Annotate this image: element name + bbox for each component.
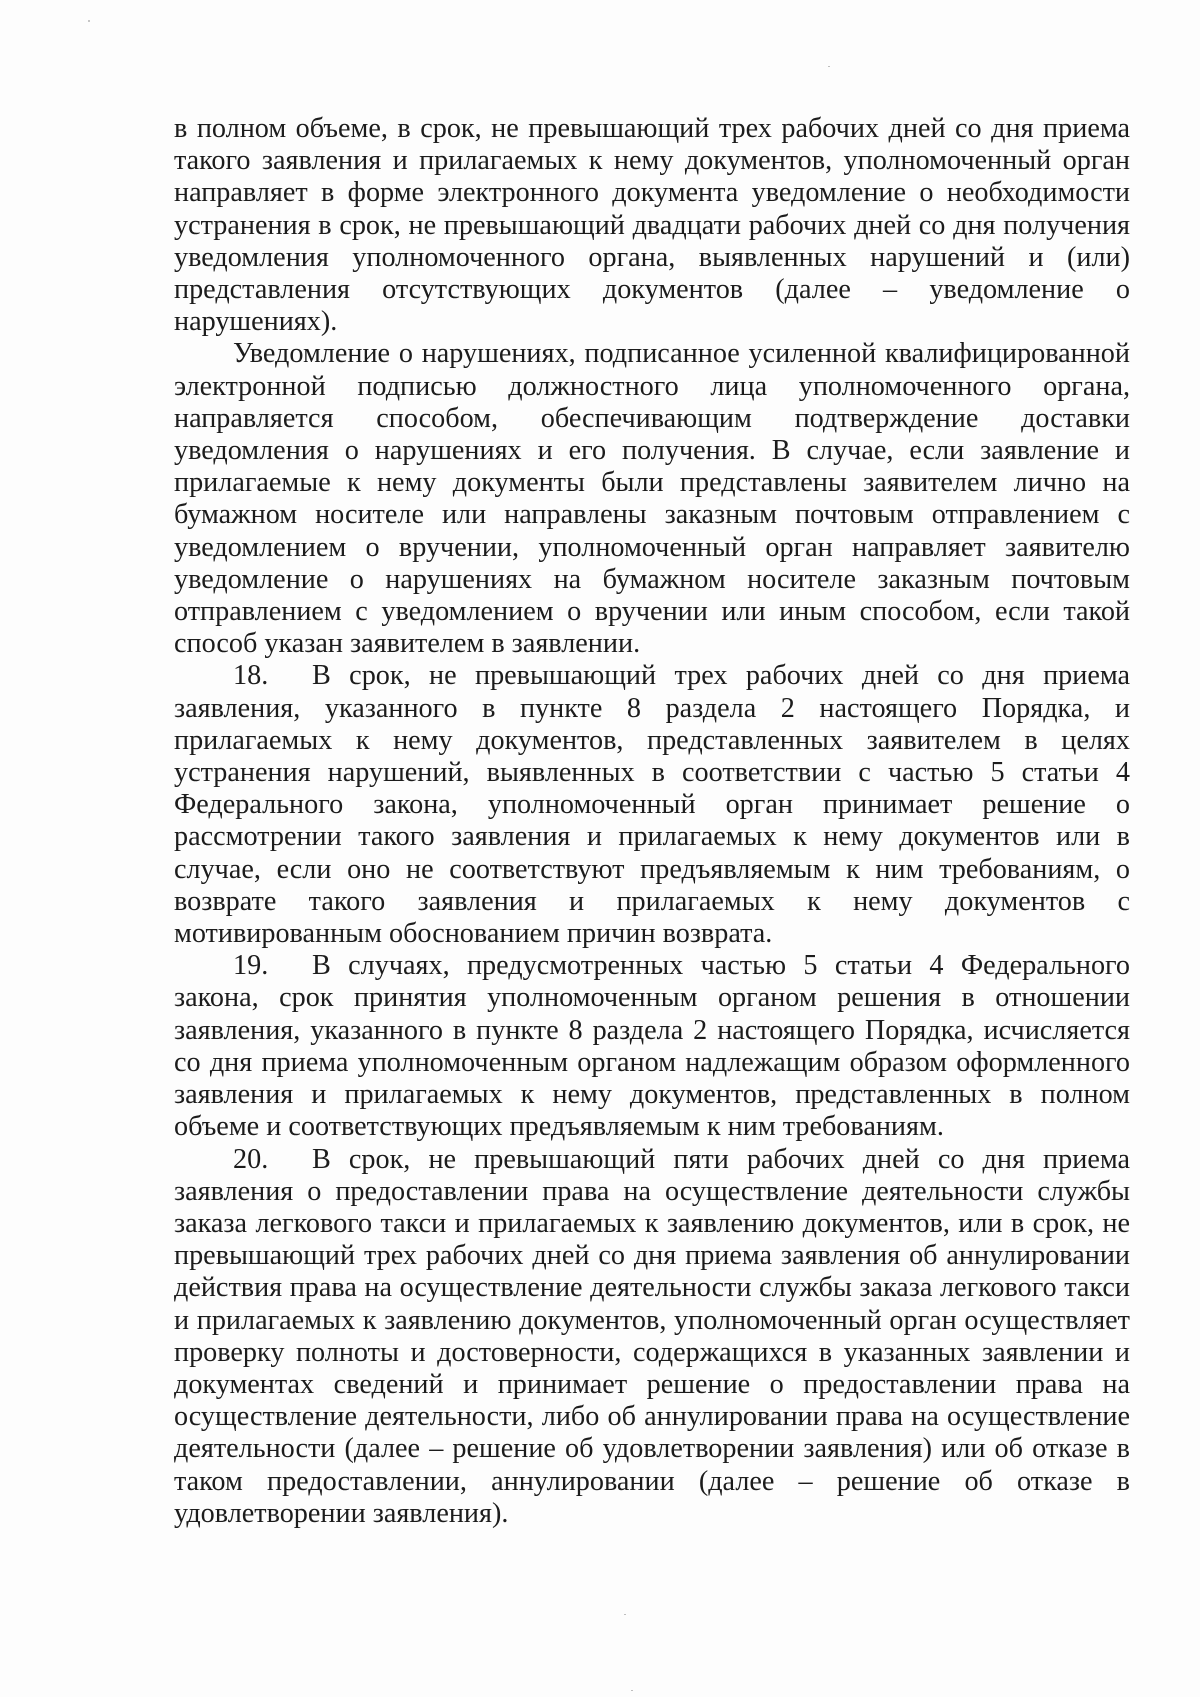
paragraph-notice: Уведомление о нарушениях, подписанное усиленной квалифицированной электронной подписью должностного лица уполномоченного органа, направляется способом, обеспечивающим подтверждение доставки уведомления о нарушениях и его получения. В случае, если заявление и прилагаемые к нему документы были представлены заявителем лично на бумажном носителе или направлены заказным почтовым отправлением с уведомлением о вручении, уполномоченный орган направляет заявителю уведомление о нарушениях на бумажном носителе заказным почтовым отправлением с уведомлением о вручении или иным способом, если такой способ указан заявителем в заявлении. xyxy=(174,338,1130,660)
item-text: В случаях, предусмотренных частью 5 статьи 4 Федерального закона, срок принятия уполномоченным органом решения в отношении заявления, указанного в пункте 8 раздела 2 настоящего Порядка, исчисляется со дня приема уполномоченным органом надлежащим образом оформленного заявления и прилагаемых к нему документов, представленных в полном объеме и соответствующих предъявляемым к ним требованиям. xyxy=(174,950,1130,1143)
paragraph-intro: в полном объеме, в срок, не превышающий трех рабочих дней со дня приема такого заявления и прилагаемых к нему документов, уполномоченный орган направляет в форме электронного документа уведомление о необходимости устранения в срок, не превышающий двадцати рабочих дней со дня получения уведомления уполномоченного органа, выявленных нарушений и (или) представления отсутствующих документов (далее – уведомление о нарушениях). xyxy=(174,113,1130,338)
scan-speck xyxy=(88,20,90,22)
list-item xyxy=(174,660,1130,950)
document-body xyxy=(174,113,1130,1530)
list-item xyxy=(174,950,1130,1143)
scan-speck xyxy=(624,1614,626,1615)
item-number: 18. xyxy=(233,660,269,692)
item-text: В срок, не превышающий трех рабочих дней со дня приема заявления, указанного в пункте 8 раздела 2 настоящего Порядка, и прилагаемых к нему документов, представленных заявителем в целях устранения нарушений, выявленных в соответствии с частью 5 статьи 4 Федерального закона, уполномоченный орган принимает решение о рассмотрении такого заявления и прилагаемых к нему документов или в случае, если оно не соответствуют предъявляемым к ним требованиям, о возврате такого заявления и прилагаемых к нему документов с мотивированным обоснованием причин возврата. xyxy=(174,660,1130,950)
list-item xyxy=(174,1144,1130,1530)
scan-speck xyxy=(828,66,830,67)
item-text: В срок, не превышающий пяти рабочих дней со дня приема заявления о предоставлении права на осуществление деятельности службы заказа легкового такси и прилагаемых к заявлению документов, или в срок, не превышающий трех рабочих дней со дня приема заявления об аннулировании действия права на осуществление деятельности службы заказа легкового такси и прилагаемых к заявлению документов, уполномоченный орган осуществляет проверку полноты и достоверности, содержащихся в указанных заявлении и документах сведений и принимает решение о предоставлении права на осуществление деятельности, либо об аннулировании права на осуществление деятельности (далее – решение об удовлетворении заявления) или об отказе в таком предоставлении, аннулировании (далее – решение об отказе в удовлетворении заявления). xyxy=(174,1143,1130,1529)
item-number: 20. xyxy=(233,1143,269,1175)
item-number: 19. xyxy=(233,950,269,982)
scan-speck xyxy=(631,1690,633,1691)
